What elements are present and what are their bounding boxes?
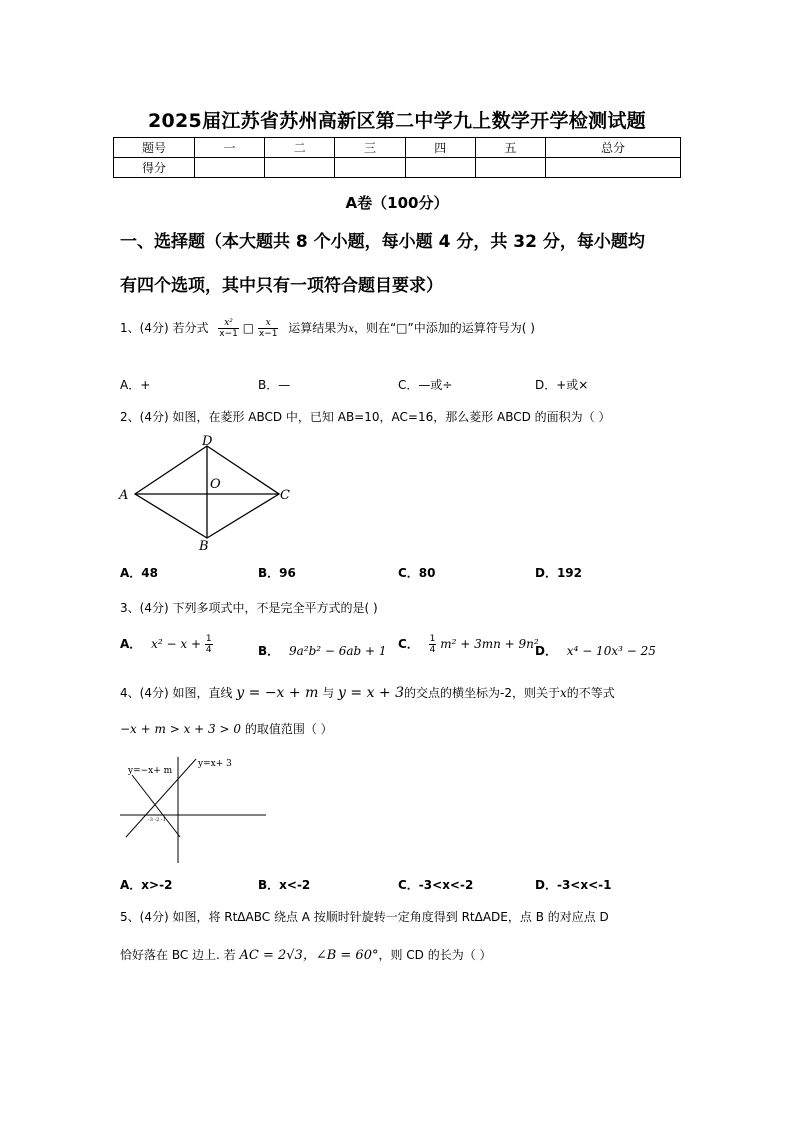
question-4-line2 (120, 720, 333, 737)
q3-b-expr: 9a²b² − 6ab + 1 (288, 644, 387, 658)
q3-a-frac (205, 634, 213, 655)
q4-ineq: −x + m > x + 3 > 0 (120, 722, 241, 736)
score-cell[interactable] (195, 158, 265, 178)
q3-c-frac (429, 634, 437, 655)
q3-d-letter: D． (535, 644, 557, 658)
score-cell[interactable] (475, 158, 545, 178)
score-table-header-row (114, 138, 681, 158)
score-cell[interactable] (335, 158, 405, 178)
q4-line1-a: 4、(4分) 如图，直线 (120, 686, 233, 700)
rhombus-figure (115, 432, 295, 554)
q1-mid: 运算结果为 (288, 321, 349, 335)
q1-suffix: ，则在“□”中添加的运算符号为( ) (353, 321, 535, 335)
q3-c-expr: m² + 3mn + 9n² (440, 637, 539, 651)
q3-b-letter: B． (258, 644, 280, 658)
label-a: A (119, 488, 129, 503)
question-2: 2、(4分) 如图，在菱形 ABCD 中，已知 AB=10，AC=16，那么菱形 ABCD 的面积为（ ） (120, 410, 611, 424)
q1-f1-num: x² (218, 318, 239, 329)
label-d: D (202, 434, 213, 449)
q1-option-d[interactable]: D．+或× (535, 378, 589, 392)
label-o: O (210, 477, 221, 492)
q3-a-num: 1 (205, 634, 212, 644)
q3-a-den: 4 (205, 645, 212, 655)
score-table-score-row (114, 158, 681, 178)
q4-with: 与 (322, 686, 335, 700)
score-row-label: 得分 (114, 158, 195, 178)
score-cell[interactable] (405, 158, 475, 178)
question-1 (120, 318, 535, 339)
q4-option-c[interactable]: C．-3<x<-2 (398, 878, 474, 892)
q1-fraction-1 (218, 318, 239, 339)
q1-f2-num: x (258, 318, 279, 329)
score-cell[interactable] (546, 158, 681, 178)
question-3: 3、(4分) 下列多项式中，不是完全平方式的是( ) (120, 601, 378, 615)
q4-var: x (559, 686, 567, 700)
q3-d-expr: x⁴ − 10x³ − 25 (566, 644, 656, 658)
score-header-cell: 三 (335, 138, 405, 158)
graph-ticks: -3 -2 -1 (148, 817, 166, 823)
q3-c-den: 4 (429, 645, 436, 655)
q4-line2-b: 的取值范围（ ） (244, 722, 333, 736)
q1-box: □ (242, 321, 255, 335)
q5-line2-b: ，则 CD 的长为（ ） (378, 948, 492, 962)
q1-f2-den: x−1 (258, 329, 278, 339)
q3-c-num: 1 (429, 634, 436, 644)
score-table (113, 137, 681, 178)
q3-option-c[interactable] (398, 634, 539, 655)
question-5-line2 (120, 944, 492, 963)
q1-option-b[interactable]: B．— (258, 378, 291, 392)
score-cell[interactable] (265, 158, 335, 178)
q5-line2-a: 恰好落在 BC 边上. 若 (120, 948, 236, 962)
score-header-cell: 题号 (114, 138, 195, 158)
graph-label-1: y=−x+ m (128, 766, 173, 776)
q3-option-d[interactable] (535, 642, 656, 659)
section-a-heading: A卷（100分） (345, 194, 449, 212)
page-title: 2025届江苏省苏州高新区第二中学九上数学开学检测试题 (148, 110, 646, 132)
label-c: C (280, 488, 290, 503)
section1-line1: 一、选择题（本大题共 8 个小题，每小题 4 分，共 32 分，每小题均 (120, 232, 645, 252)
q3-c-letter: C． (398, 637, 419, 651)
q4-eq1: y = −x + m (236, 685, 319, 701)
q4-option-b[interactable]: B．x<-2 (258, 878, 311, 892)
question-4-line1 (120, 684, 615, 701)
q3-a-expr: x² − x + (151, 637, 202, 651)
q1-var: x (348, 324, 354, 335)
q4-line1-b: 的交点的横坐标为-2，则关于 (404, 686, 560, 700)
score-header-cell: 四 (405, 138, 475, 158)
q4-option-d[interactable]: D．-3<x<-1 (535, 878, 612, 892)
question-5-line1: 5、(4分) 如图，将 RtΔABC 绕点 A 按顺时针旋转一定角度得到 RtΔADE，点 B 的对应点 D (120, 910, 609, 924)
q4-eq2: y = x + 3 (338, 685, 405, 701)
q3-a-letter: A． (120, 637, 142, 651)
line-graph-figure (118, 755, 268, 867)
label-b: B (199, 539, 209, 554)
score-header-cell: 五 (475, 138, 545, 158)
score-header-cell: 二 (265, 138, 335, 158)
q4-line1-c: 的不等式 (566, 686, 615, 700)
graph-label-2: y=x+ 3 (198, 759, 232, 769)
q3-option-b[interactable] (258, 642, 387, 659)
q2-option-b[interactable]: B．96 (258, 566, 296, 580)
q1-f1-den: x−1 (219, 329, 238, 339)
q5-ac: AC = 2√3 (239, 948, 303, 963)
score-header-cell: 总分 (546, 138, 681, 158)
q1-option-a[interactable]: A．+ (120, 378, 151, 392)
q1-fraction-2 (258, 318, 279, 339)
q1-option-c[interactable]: C．—或÷ (398, 378, 453, 392)
score-header-cell: 一 (195, 138, 265, 158)
q2-option-a[interactable]: A．48 (120, 566, 158, 580)
q5-angle: ，∠B = 60° (302, 948, 379, 963)
q1-prefix: 1、(4分) 若分式 (120, 321, 209, 335)
q4-option-a[interactable]: A．x>-2 (120, 878, 173, 892)
q3-option-a[interactable] (120, 634, 213, 655)
q2-option-c[interactable]: C．80 (398, 566, 436, 580)
q2-option-d[interactable]: D．192 (535, 566, 583, 580)
section1-line2: 有四个选项，其中只有一项符合题目要求） (120, 276, 443, 296)
